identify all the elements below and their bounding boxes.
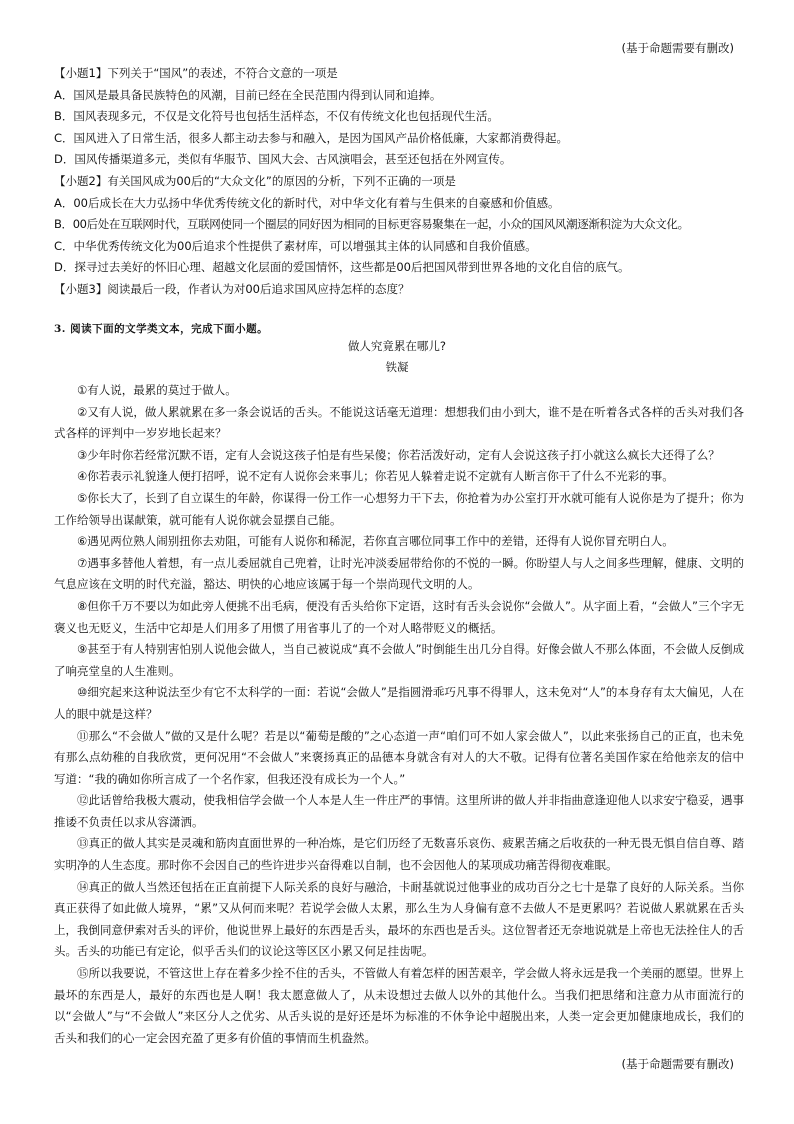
- paragraph-13: ⑬真正的做人其实是灵魂和筋肉直面世界的一种冶炼，是它们历经了无数喜乐哀伤、疲累苦痛之后收获的一种无畏无惧自信自尊、踏实明净的人生态度。那时你不会因自己的些许进步兴奋得难以自制，也不会因他人的某项成功痛苦得彻夜难眠。: [54, 836, 744, 873]
- paragraph-9: ⑨甚至于有人特别害怕别人说他会做人，当自己被说成“真不会做人”时倒能生出几分自得。好像会做人不那么体面，不会做人反倒成了响亮堂皇的人生准则。: [54, 642, 744, 678]
- paragraph-1: ①有人说，最累的莫过于做人。: [77, 383, 237, 397]
- paragraph-15: ⑮所以我要说，不管这世上存在着多少拴不住的舌头，不管做人有着怎样的困苦艰辛，学会做人将永远是我一个美丽的愿望。世界上最坏的东西是人，最好的东西也是人啊！我太愿意做人了，从未设想过去做人以外的其他什么。当我们把思绪和注意力从市面流行的以“会做人”与“不会做人”来区分人之优劣、从舌头说的是好还是坏为标准的不休争论中超脱出来，人类一定会更加健康地成长，我们的舌头和我们的心一定会因充盈了更多有价值的事情而生机盎然。: [54, 966, 744, 1045]
- question-1-option-a: A．国风是最具备民族特色的风潮，目前已经在全民范围内得到认同和追捧。: [54, 87, 442, 102]
- question-1-stem: 【小题1】下列关于“国风”的表述，不符合文意的一项是: [54, 66, 338, 80]
- paragraph-4: ④你若表示礼貌逢人便打招呼，说不定有人说你会来事儿；你若见人躲着走说不定就有人断言你干了什么不光彩的事。: [77, 469, 674, 484]
- paragraph-5: ⑤你长大了，长到了自立谋生的年龄，你谋得一份工作一心想努力干下去，你抢着为办公室打开水就可能有人说你是为了提升；你为工作给领导出谋献策，就可能有人说你就会显摆自己能。: [54, 490, 744, 527]
- question-1-option-c: C．国风进入了日常生活，很多人都主动去参与和融入，是因为国风产品价格低廉，大家都消费得起。: [54, 130, 569, 145]
- article-title: 做人究竟累在哪儿?: [347, 339, 447, 353]
- paragraph-12: ⑫此话曾给我极大震动，使我相信学会做一个人本是人生一件庄严的事情。这里所讲的做人并非指曲意逢迎他人以求安宁稳妥，遇事推诿不负责任以求从容潇洒。: [54, 793, 744, 829]
- top-revision-note: (基于命题需要有删改): [621, 41, 734, 55]
- paragraph-10: ⑩细究起来这种说法至少有它不太科学的一面：若说“会做人”是指圆滑乖巧凡事不得罪人，这未免对“人”的本身存有太大偏见，人在人的眼中就是这样？: [54, 685, 744, 721]
- paragraph-3: ③少年时你若经常沉默不语，定有人会说这孩子怕是有些呆傻；你若活泼好动，定有人会说这孩子打小就这么疯长大还得了么？: [77, 447, 720, 462]
- bottom-revision-note: (基于命题需要有删改): [621, 1057, 734, 1071]
- question-2-option-a: A．00后成长在大力弘扬中华优秀传统文化的新时代，对中华文化有着与生俱来的自豪感和价值感。: [54, 195, 560, 210]
- question-2-option-d: D．探寻过去美好的怀旧心理、超越文化层面的爱国情怀，这些都是00后把国风带到世界各地的文化自信的底气。: [54, 260, 630, 275]
- paragraph-11: ⑪那么“不会做人”做的又是什么呢？若是以“葡萄是酸的”之心态道一声“咱们可不如人家会做人”，以此来张扬自己的正直，也未免有那么点幼稚的自我欣赏，更何况用“不会做人”来褒扬真正的品德本身就含有对人的大不敬。记得有位著名美国作家在给他亲友的信中写道：“我的确如你所言成了一个名作家，但我还没有成长为一个人。”: [54, 728, 744, 786]
- paragraph-2: ②又有人说，做人累就累在多一条会说话的舌头。不能说这话毫无道理：想想我们由小到大，谁不是在听着各式各样的舌头对我们各式各样的评判中一岁岁地长起来？: [54, 404, 744, 441]
- paragraph-8: ⑧但你千万不要以为如此旁人便挑不出毛病，便没有舌头给你下定语，这时有舌头会说你“会做人”。从字面上看，“会做人”三个字无褒义也无贬义，生活中它却是人们用多了用惯了用省事儿了的一个对人略带贬义的概括。: [54, 598, 744, 635]
- paragraph-6: ⑥遇见两位熟人闹别扭你去劝阻，可能有人说你和稀泥，若你直言哪位同事工作中的差错，还得有人说你冒充明白人。: [77, 534, 674, 549]
- article-author: 铁凝: [385, 360, 409, 374]
- question-3-stem: 【小题3】阅读最后一段，作者认为对00后追求国风应持怎样的态度？: [54, 281, 410, 296]
- question-2-stem: 【小题2】有关国风成为00后的“大众文化”的原因的分析，下列不正确的一项是: [54, 173, 456, 188]
- section-heading: 3. 阅读下面的文学类文本，完成下面小题。: [54, 323, 269, 335]
- paragraph-7: ⑦遇事多替他人着想，有一点儿委屈就自己兜着，让时光冲淡委屈带给你的不悦的一瞬。你盼望人与人之间多些理解，健康、文明的气息应该在文明的时代充溢，豁达、明快的心地应该属于每一个崇尚现代文明的人。: [54, 555, 744, 592]
- question-1-option-d: D．国风传播渠道多元，类似有华服节、国风大会、古风演唱会，甚至还包括在外网宣传。: [54, 152, 512, 167]
- question-block: [54, 63, 744, 301]
- paragraph-14: ⑭真正的做人当然还包括在正直前提下人际关系的良好与融洽，卡耐基就说过他事业的成功百分之七十是靠了良好的人际关系。当你真正获得了如此做人境界，“累”又从何而来呢？若说学会做人太累，那么生为人身偏有意不去做人不是更累吗？若说做人累就累在舌头上，我倒同意伊索对舌头的评价，他说世界上最好的东西是舌头，最坏的东西也是舌头。这位智者还无奈地说就是上帝也无法拴住人的舌头。舌头的功能已有定论，似乎舌头们的议论这等区区小累又何足挂齿呢。: [54, 879, 744, 959]
- question-2-option-c: C．中华优秀传统文化为00后追求个性提供了素材库，可以增强其主体的认同感和自我价值感。: [54, 238, 537, 253]
- question-2-option-b: B．00后处在互联网时代，互联网使同一个圈层的同好因为相同的目标更容易聚集在一起，小众的国风风潮逐渐积淀为大众文化。: [54, 217, 689, 232]
- article-body: [54, 380, 744, 1049]
- question-1-option-b: B．国风表现多元，不仅是文化符号也包括生活样态，不仅有传统文化也包括现代生活。: [54, 109, 499, 124]
